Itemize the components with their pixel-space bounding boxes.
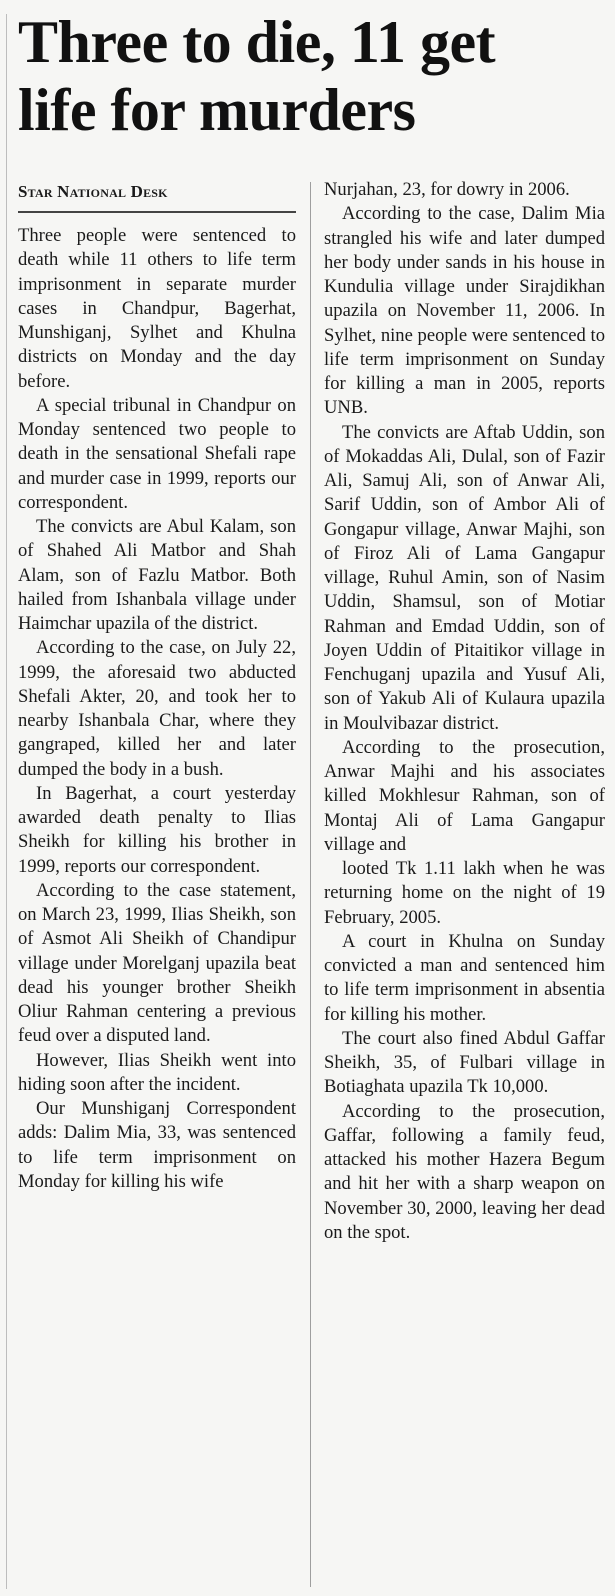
headline <box>18 8 613 144</box>
paragraph: According to the case, Dalim Mia strangled his wife and later dumped her body under sands in his house in Kundulia village under Sirajdikhan upazila on November 11, 2006. In Sylhet, nine people were sentenced to life term imprisonment on Sunday for killing a man in 2005, reports UNB. <box>324 203 605 419</box>
paragraph: A special tribunal in Chandpur on Monday sentenced two people to death in the sensational Shefali rape and murder case in 1999, reports our correspondent. <box>18 394 296 513</box>
paragraph: The convicts are Aftab Uddin, son of Mokaddas Ali, Dulal, son of Fazir Ali, Samuj Ali, son of Anwar Ali, Sarif Uddin, son of Ambor Ali of Gongapur village, Anwar Majhi, son of Firoz Ali of Lama Gangapur village, Ruhul Amin, son of Nasim Uddin, Shamsul, son of Motiar Rahman and Emdad Uddin, son of Joyen Uddin of Pitaitikor village in Fenchuganj upazila and Yusuf Ali, son of Yakub Ali of Kulaura upazila in Moulvibazar district. <box>324 421 605 734</box>
right-column <box>324 178 605 1245</box>
paragraph: According to the case statement, on March 23, 1999, Ilias Sheikh, son of Asmot Ali Sheikh of Chandipur village under Morelganj upazila beat dead his younger brother Sheikh Oliur Rahman centering a previous feud over a disputed land. <box>18 879 296 1047</box>
byline-rule <box>18 211 296 213</box>
paragraph: looted Tk 1.11 lakh when he was returning home on the night of 19 February, 2005. <box>324 858 605 928</box>
paragraph: However, Ilias Sheikh went into hiding soon after the incident. <box>18 1049 296 1095</box>
paragraph: In Bagerhat, a court yesterday awarded death penalty to Ilias Sheikh for killing his brother in 1999, reports our correspondent. <box>18 782 296 877</box>
paragraph: Three people were sentenced to death while 11 others to life term imprisonment in separate murder cases in Chandpur, Bagerhat, Munshiganj, Sylhet and Khulna districts on Monday and the day before. <box>18 225 296 392</box>
page-edge-rule <box>6 14 7 1589</box>
column-separator <box>310 182 311 1587</box>
paragraph: According to the case, on July 22, 1999, the aforesaid two abducted Shefali Akter, 20, and took her to nearby Ishanbala Char, where they gangraped, killed her and later dumped the body in a bush. <box>18 637 296 780</box>
paragraph: Our Munshiganj Correspondent adds: Dalim Mia, 33, was sentenced to life term imprisonment on Monday for killing his wife <box>18 1098 296 1192</box>
headline-line-2: life for murders <box>18 77 416 143</box>
paragraph: The convicts are Abul Kalam, son of Shahed Ali Matbor and Shah Alam, son of Fazlu Matbor. Both hailed from Ishanbala village under Haimchar upazila of the district. <box>18 516 296 634</box>
left-column <box>18 224 296 1194</box>
headline-line-1: Three to die, 11 get <box>18 9 496 75</box>
byline: Star National Desk <box>18 182 168 201</box>
paragraph-continuation: Nurjahan, 23, for dowry in 2006. <box>324 179 570 200</box>
paragraph: The court also fined Abdul Gaffar Sheikh, 35, of Fulbari village in Botiaghata upazila Tk 10,000. <box>324 1027 605 1098</box>
paragraph: A court in Khulna on Sunday convicted a man and sentenced him to life term imprisonment in absentia for killing his mother. <box>324 930 605 1025</box>
paragraph: According to the prosecution, Gaffar, following a family feud, attacked his mother Hazera Begum and hit her with a sharp weapon on November 30, 2000, leaving her dead on the spot. <box>324 1100 605 1243</box>
paragraph: According to the prosecution, Anwar Majhi and his associates killed Mokhlesur Rahman, son of Montaj Ali of Lama Gangapur village and <box>324 736 605 855</box>
